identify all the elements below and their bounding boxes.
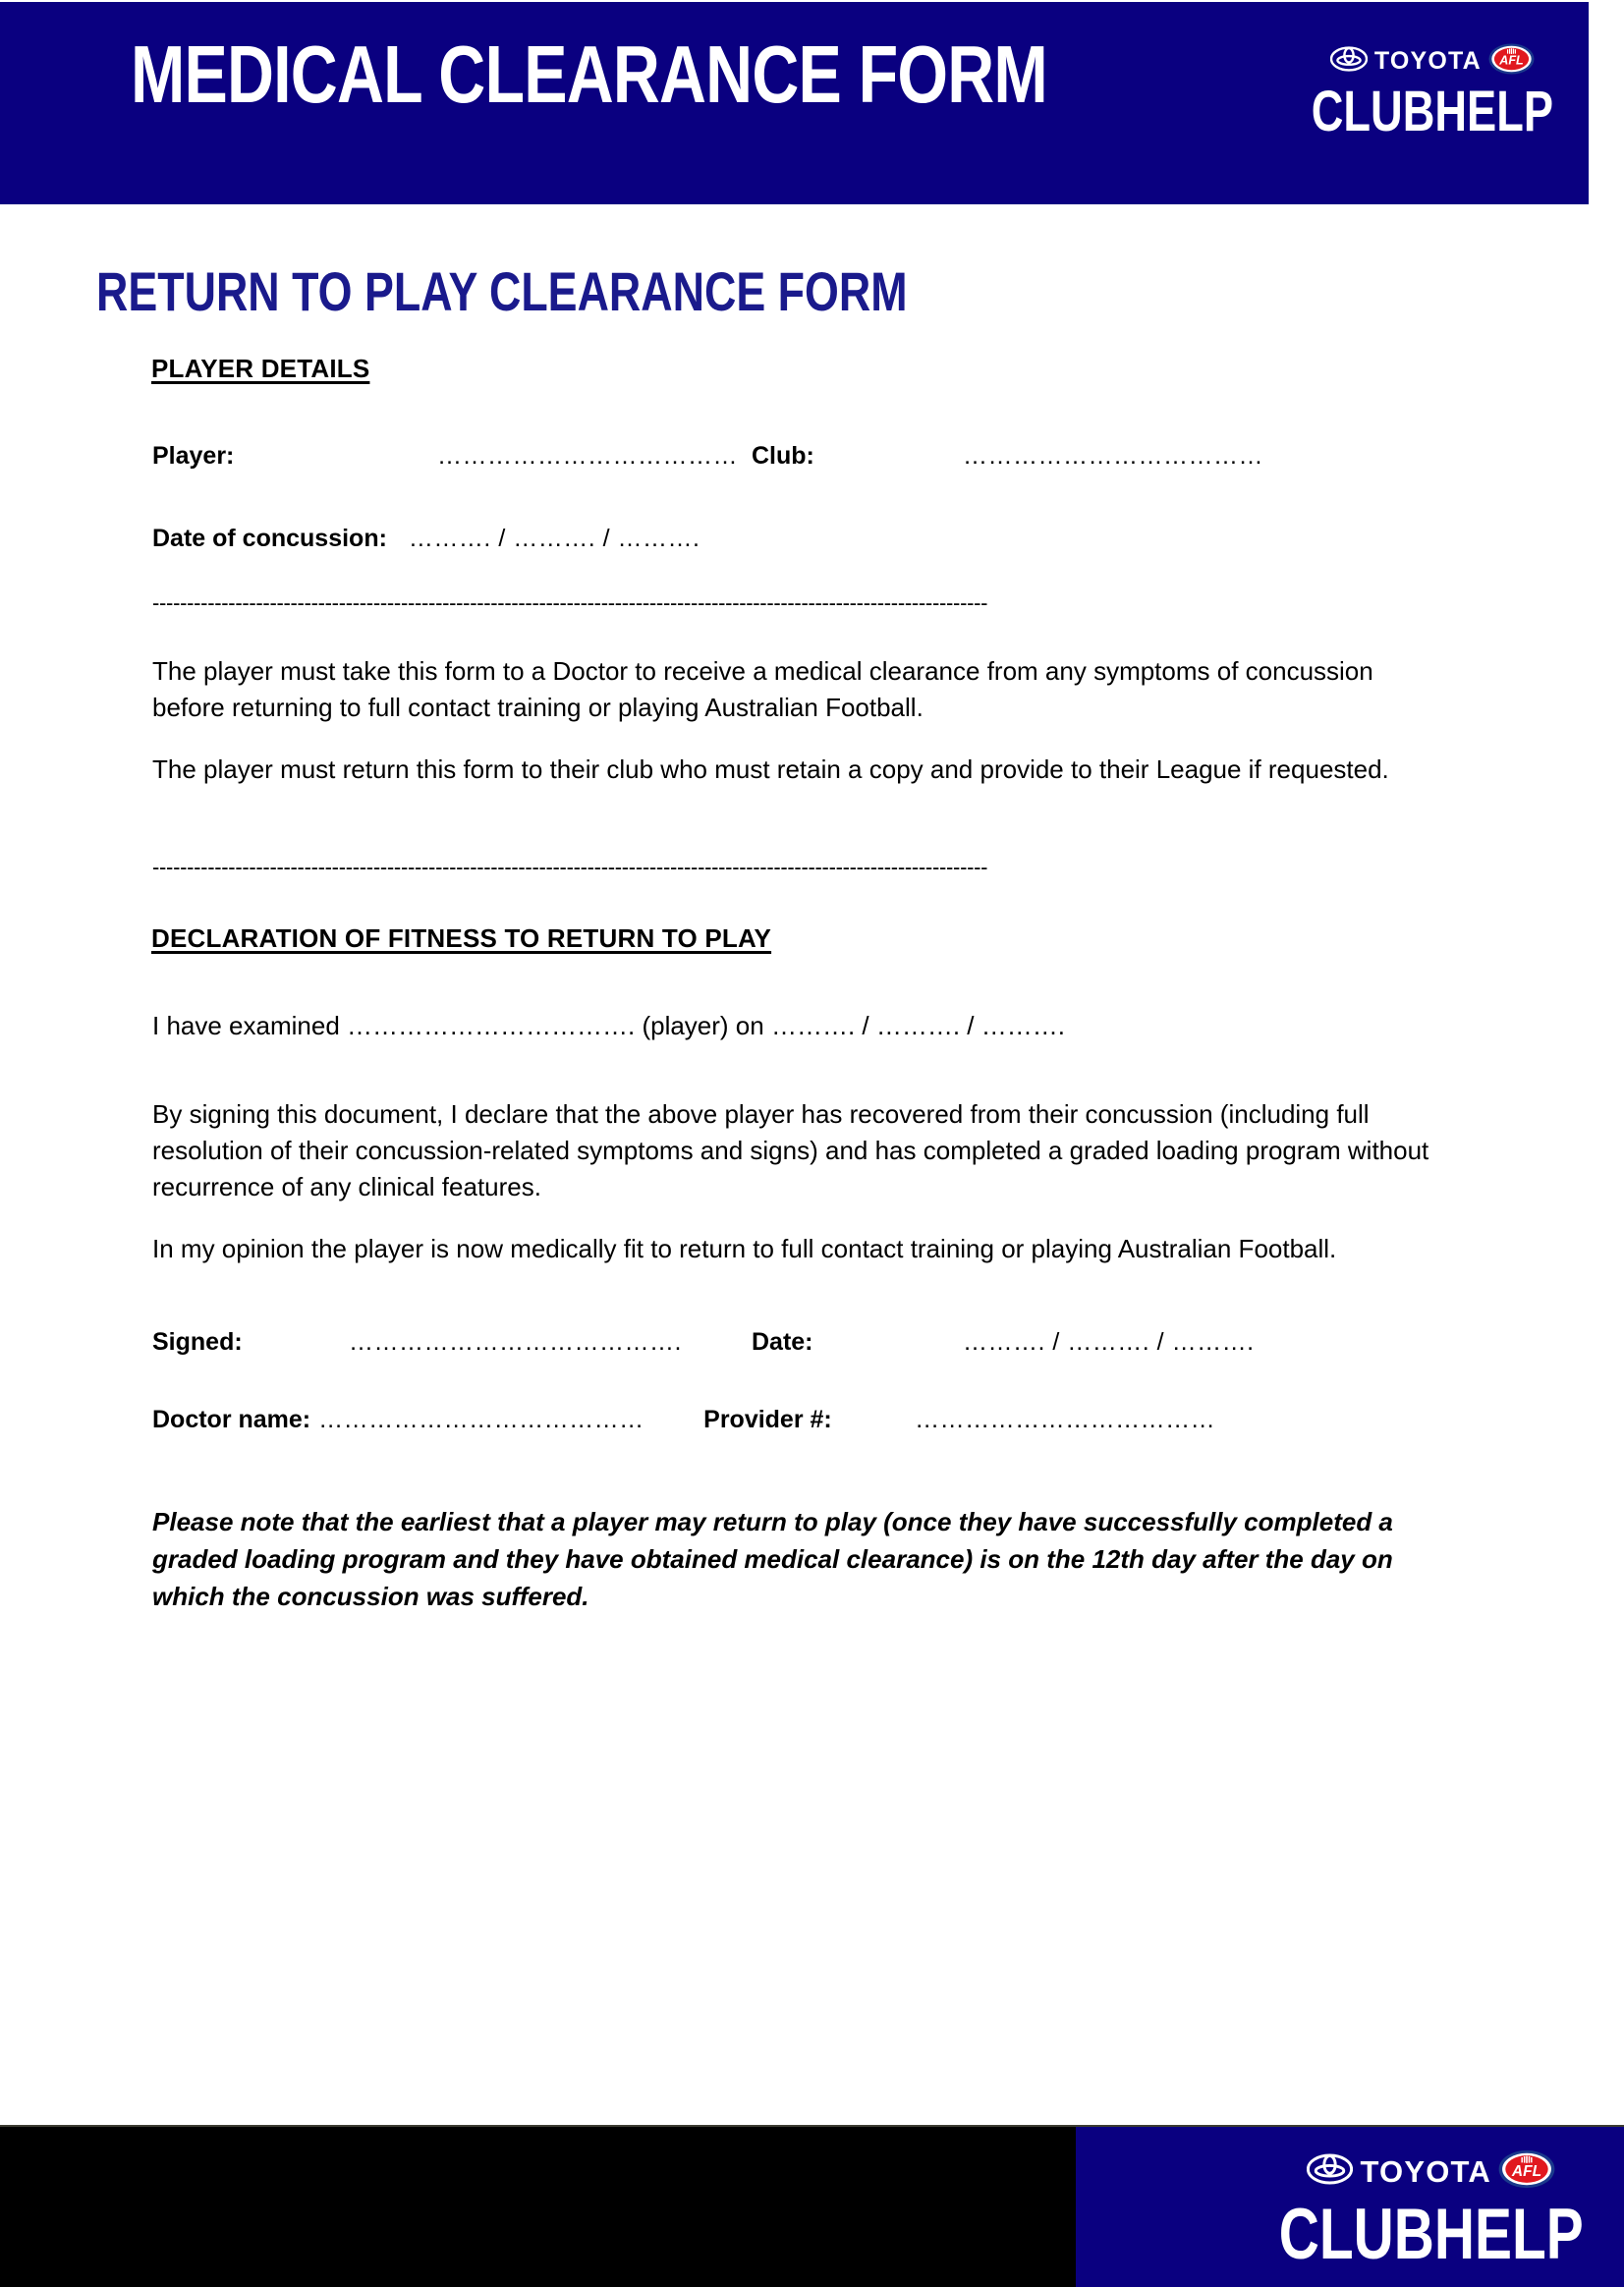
doctor-name-input-line[interactable]: ………………………………… [318,1406,644,1433]
toyota-wordmark: TOYOTA [1373,47,1482,75]
declaration-paragraph-1: By signing this document, I declare that the above player has recovered from their concussion (including full resolution of their concussion-related symptoms and signs) and has completed a graded loading program without recurrence of any clinical features. [152,1099,1429,1201]
instructions-paragraph-2: The player must return this form to their club who must retain a copy and provide to their League if requested. [152,754,1389,784]
footer-clubhelp-wordmark: CLUBHELP [1278,2195,1584,2274]
instructions-paragraph-1: The player must take this form to a Doctor to receive a medical clearance from any symptoms of concussion before returning to full contact training or playing Australian Football. [152,656,1373,722]
divider-rule-bottom: ------------------------------------------------------------------------------------------------------------------------- [152,859,988,876]
doctor-name-label: Doctor name: [152,1406,311,1433]
clubhelp-wordmark: CLUBHELP [1311,80,1554,143]
player-club-row [152,442,1449,471]
date-of-concussion-row [152,525,1449,553]
toyota-emblem-icon [1330,46,1368,77]
footer-black-band [0,2127,1076,2287]
divider-rule-top: ------------------------------------------------------------------------------------------------------------------------- [152,594,988,612]
footer-brand-top-row [1307,2149,1555,2194]
club-label: Club: [752,442,814,470]
footer-afl-badge-icon [1498,2149,1555,2194]
doctor-provider-row [152,1406,1449,1434]
return-to-play-note: Please note that the earliest that a player may return to play (once they have successfully completed a graded loading program and they have obtained medical clearance) is on the 12th day after the day on which the concussion was suffered. [152,1507,1393,1611]
svg-text:AFL: AFL [1499,53,1524,68]
footer-brand-logo [1236,2149,1624,2274]
svg-text:AFL: AFL [1511,2162,1542,2180]
document-title: RETURN TO PLAY CLEARANCE FORM [96,260,908,322]
declaration-paragraph-2: In my opinion the player is now medically fit to return to full contact training or playing Australian Football. [152,1234,1337,1263]
header-brand-logo [1277,43,1588,143]
signed-date-label: Date: [752,1328,813,1356]
provider-number-input-line[interactable]: ……………………………… [915,1406,1216,1433]
player-label: Player: [152,442,235,470]
signed-date-input-line[interactable]: ………. / ………. / ………. [963,1328,1255,1356]
signed-date-row [152,1328,1449,1357]
provider-number-label: Provider #: [703,1406,832,1433]
page-title: MEDICAL CLEARANCE FORM [131,28,1047,120]
signed-input-line[interactable]: …………………………………. [349,1328,682,1356]
footer-toyota-emblem-icon [1307,2153,1353,2190]
section-heading-declaration: DECLARATION OF FITNESS TO RETURN TO PLAY [151,923,772,953]
date-of-concussion-label: Date of concussion: [152,525,387,552]
form-content [152,354,1449,1615]
signed-label: Signed: [152,1328,243,1356]
club-input-line[interactable]: ……………………………… [963,442,1263,470]
footer-toyota-wordmark: TOYOTA [1360,2154,1491,2189]
afl-badge-icon [1488,43,1535,80]
date-of-concussion-input-line[interactable]: ………. / ………. / ………. [408,525,700,552]
player-input-line[interactable]: ……………………………… [437,442,738,470]
section-heading-player-details: PLAYER DETAILS [151,354,370,383]
brand-top-row [1330,43,1535,80]
examined-line[interactable]: I have examined ……………………………. (player) on ………. / ………. / ………. [152,1011,1065,1040]
